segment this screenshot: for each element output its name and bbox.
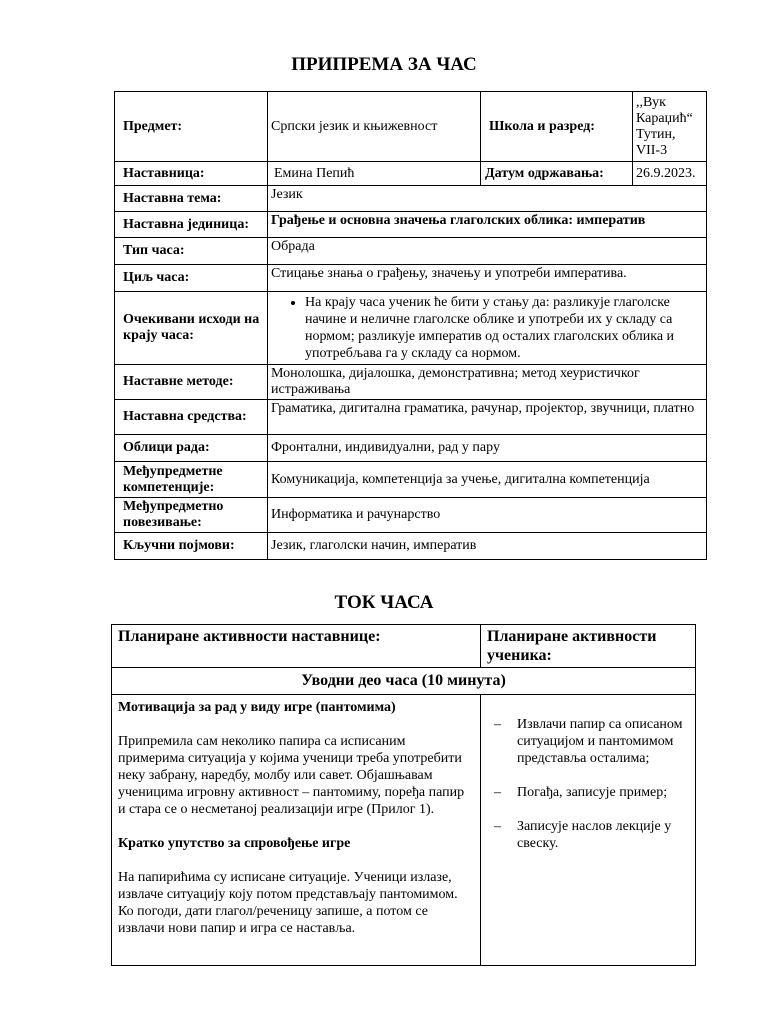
key-terms-label: Кључни појмови: xyxy=(115,533,268,560)
instructions-text: На папирићима су исписане ситуације. Ученици излазе, извлаче ситуацију коју потом представљају пантомимом. Ко погоди, дати глагол/реченицу запише, а потом се извлачи нови папир и игра се наставља. xyxy=(118,870,458,936)
student-activity-text: Извлачи папир са описаном ситуацијом и пантомимом представља осталима; xyxy=(517,717,683,766)
student-activity-text: Погађа, записује пример; xyxy=(517,785,668,800)
info-row-type xyxy=(115,238,707,265)
correlation-label: Међупредметно повезивање: xyxy=(115,498,268,533)
dash-bullet: – xyxy=(494,785,501,800)
document-title: ПРИПРЕМА ЗА ЧАС xyxy=(291,54,477,75)
flow-title: ТОК ЧАСА xyxy=(334,592,434,613)
intro-section-title: Уводни део часа (10 минута) xyxy=(112,668,696,695)
date-label: Датум одржавања: xyxy=(481,162,633,186)
lesson-flow-table xyxy=(111,624,696,966)
info-row-outcomes xyxy=(115,292,707,365)
work-forms-label: Облици рада: xyxy=(115,435,268,462)
topic-label: Наставна тема: xyxy=(115,186,268,212)
student-activity-item xyxy=(487,784,689,801)
student-activities-cell xyxy=(481,695,696,966)
info-row-key-terms xyxy=(115,533,707,560)
methods-label: Наставне методе: xyxy=(115,365,268,400)
topic-value: Језик xyxy=(268,186,707,212)
subject-value: Српски језик и књижевност xyxy=(268,92,481,162)
motivation-text: Припремила сам неколико папира са исписаним примерима ситуација у којима ученици треба употребити неку забрану, наредбу, молбу или савет. Објашњавам ученицима игровну активност – пантомиму, поређа папир и стара се о несметаној реализацији игре (Прилог 1). xyxy=(118,734,465,817)
student-activities-header: Планиране активности ученика: xyxy=(481,625,696,668)
methods-value: Монолошка, дијалошка, демонстративна; метод хеуристичког истраживања xyxy=(268,365,707,400)
info-row-resources xyxy=(115,400,707,435)
lesson-info-table xyxy=(114,91,707,560)
competencies-label: Међупредметне компетенције: xyxy=(115,462,268,498)
resources-value: Граматика, дигитална граматика, рачунар, пројектор, звучници, платно xyxy=(268,400,707,435)
outcomes-value xyxy=(268,292,707,365)
info-row-correlation xyxy=(115,498,707,533)
flow-header-row xyxy=(112,625,696,668)
work-forms-value: Фронтални, индивидуални, рад у пару xyxy=(268,435,707,462)
type-value: Обрада xyxy=(268,238,707,265)
motivation-heading: Мотивација за рад у виду игре (пантомима) xyxy=(118,700,396,715)
info-row-methods xyxy=(115,365,707,400)
student-activity-item xyxy=(487,818,689,852)
info-row-work-forms xyxy=(115,435,707,462)
teacher-activities-cell xyxy=(112,695,481,966)
key-terms-value: Језик, глаголски начин, императив xyxy=(268,533,707,560)
dash-bullet: – xyxy=(494,717,501,732)
outcomes-list-item: • На крају часа ученик ће бити у стању да: разликује глаголске начине и неличне глаголске облике и употреби их у складу са нормом; разликује императив од осталих глаголских облика и употребљава га у складу са нормом. xyxy=(305,294,700,362)
subject-label: Предмет: xyxy=(115,92,268,162)
info-row-goal xyxy=(115,265,707,292)
resources-label: Наставна средства: xyxy=(115,400,268,435)
flow-section-row xyxy=(112,668,696,695)
goal-label: Циљ часа: xyxy=(115,265,268,292)
info-row-subject xyxy=(115,92,707,162)
info-row-teacher xyxy=(115,162,707,186)
info-row-unit xyxy=(115,212,707,238)
competencies-value: Комуникација, компетенција за учење, дигитална компетенција xyxy=(268,462,707,498)
info-row-competencies xyxy=(115,462,707,498)
student-activity-text: Записује наслов лекције у свеску. xyxy=(517,819,672,851)
outcomes-label: Очекивани исходи на крају часа: xyxy=(115,292,268,365)
goal-value: Стицање знања о грађењу, значењу и употреби императива. xyxy=(268,265,707,292)
type-label: Тип часа: xyxy=(115,238,268,265)
info-row-topic xyxy=(115,186,707,212)
unit-value: Грађење и основна значења глаголских облика: императив xyxy=(268,212,707,238)
school-value: ,,Вук Караџић“ Тутин, VII-3 xyxy=(633,92,707,162)
correlation-value: Информатика и рачунарство xyxy=(268,498,707,533)
teacher-activities-header: Планиране активности наставнице: xyxy=(112,625,481,668)
date-value: 26.9.2023. xyxy=(633,162,707,186)
school-label: Школа и разред: xyxy=(481,92,633,162)
teacher-value: Емина Пепић xyxy=(268,162,481,186)
unit-label: Наставна јединица: xyxy=(115,212,268,238)
dash-bullet: – xyxy=(494,819,501,834)
outcomes-list xyxy=(271,294,700,362)
student-activities-list xyxy=(487,716,689,852)
teacher-label: Наставница: xyxy=(115,162,268,186)
flow-activity-row xyxy=(112,695,696,966)
instructions-heading: Кратко упутство за спровођење игре xyxy=(118,836,351,851)
student-activity-item xyxy=(487,716,689,767)
